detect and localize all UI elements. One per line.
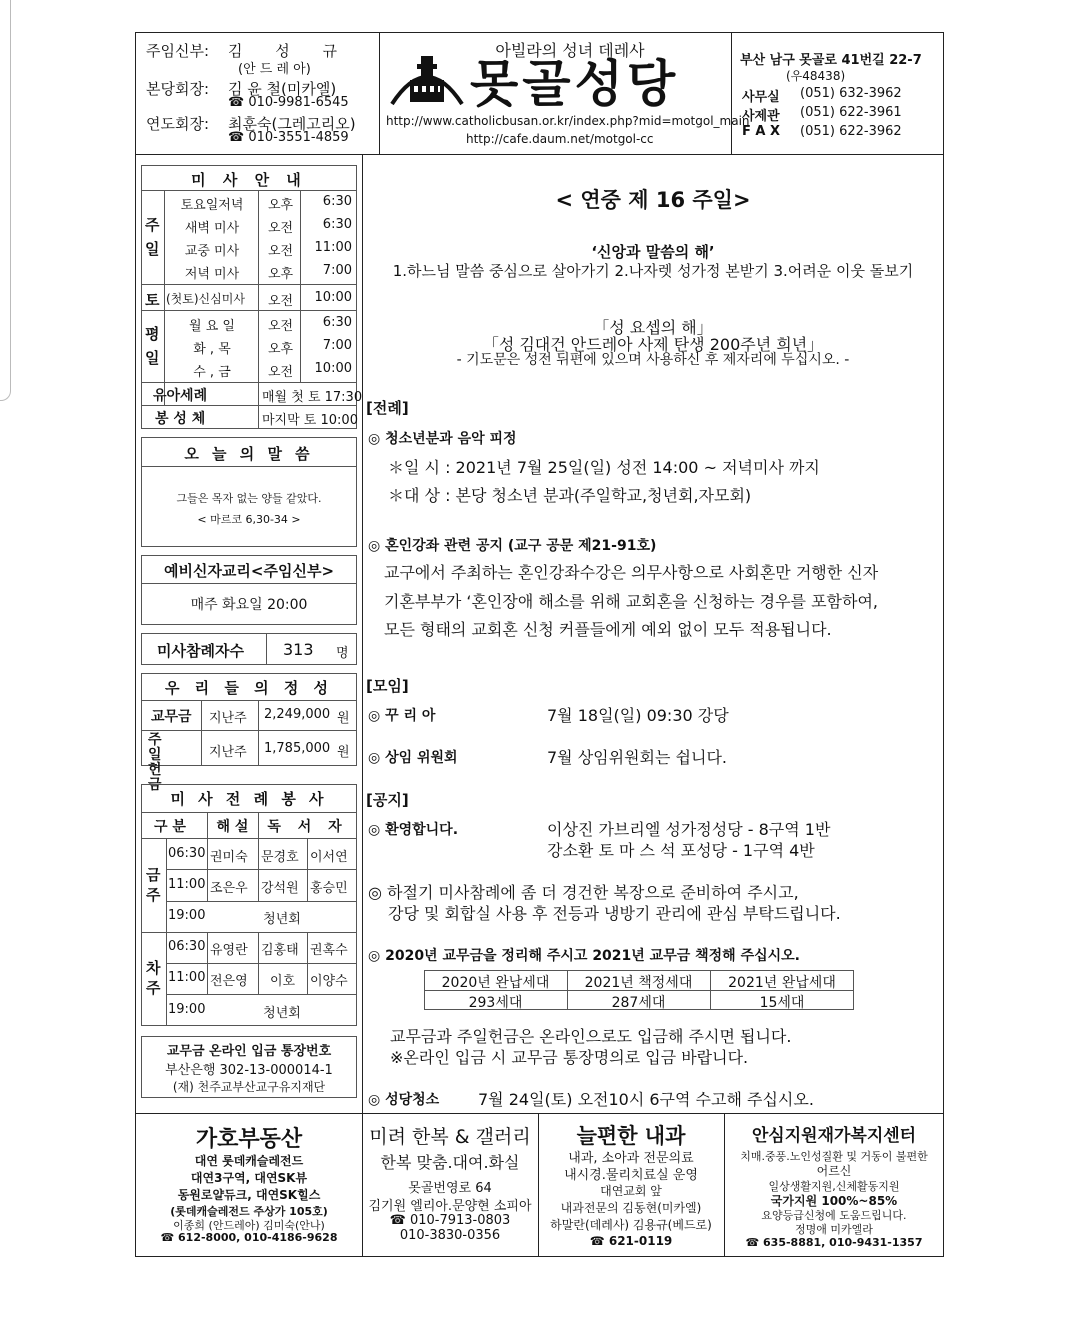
marriage-notice-line: 기혼부부가 ‘혼인장애 해소를 위해 교회혼을 신청하는 경우를 포함하여, (384, 592, 878, 611)
ad-line: 치매.중풍.노인성질환 및 거동이 불편한 (740, 1150, 928, 1163)
servers-rule-head (141, 838, 357, 839)
servers-rule-r2 (166, 901, 357, 902)
mass-ampm: 오후 (268, 198, 294, 213)
ad-phone: ☎ 635-8881, 010-9431-1357 (745, 1236, 923, 1249)
server-commentator: 전은영 (210, 974, 248, 989)
servers-col1c (207, 932, 208, 994)
ad-line: 못골번영로 64 (408, 1181, 492, 1196)
server-time: 11:00 (168, 970, 206, 985)
ad-line: 대연교회 앞 (600, 1184, 662, 1198)
infant-baptism-label: 유아세례 (153, 388, 208, 404)
mass-guide-title: 미 사 안 내 (191, 171, 307, 189)
section-notice: [공지] (366, 791, 409, 809)
server-time: 11:00 (168, 877, 206, 892)
ad-phone: 010-3830-0356 (399, 1228, 501, 1243)
footer-divider (135, 1113, 944, 1114)
ad-line: 요양등급신청에 도움드립니다. (761, 1209, 907, 1222)
this-week-label: 금주 (146, 866, 161, 904)
attendance-count: 313 (283, 640, 314, 659)
assoc-phone: ☎ 010-3551-4859 (228, 130, 349, 145)
infant-baptism-time: 매월 첫 토 17:30 (262, 390, 363, 405)
youth-retreat-date: ＊일 시 : 2021년 7월 25일(일) 성전 14:00 ~ 저녁미사 까지 (388, 458, 820, 477)
offering-unit: 원 (337, 745, 350, 760)
dues-title[interactable]: ◎ 2020년 교무금을 정리해 주시고 2021년 교무금 책정해 주십시오. (368, 948, 800, 964)
ad-title: 미려 한복 & 갤러리 (369, 1126, 531, 1148)
mass-name: 교중 미사 (184, 244, 240, 259)
rectory-label: 사제관 (742, 109, 780, 124)
offering-week: 지난주 (209, 745, 247, 760)
fax-label: F A X (742, 124, 781, 139)
youth-retreat-title[interactable]: ◎ 청소년분과 음악 피정 (368, 431, 517, 447)
kim-daegeon-year: 「성 김대건 안드레아 사제 탄생 200주년 희년」 (482, 335, 824, 354)
ad-phone: ☎ 010-7913-0803 (389, 1213, 511, 1228)
header-right-divider (731, 32, 732, 154)
standing-committee-text: 7월 상임위원회는 쉽니다. (547, 748, 727, 767)
today-word-ref: < 마르코 6,30-34 > (197, 513, 301, 526)
ad-line: (롯데캐슬레전드 주상가 105호) (170, 1205, 328, 1218)
mass-name: 수 , 금 (193, 365, 231, 380)
offerings-rule1 (141, 700, 357, 701)
catechumen-title: 예비신자교리<주임신부> (163, 562, 335, 580)
mg-rule-sat (141, 310, 357, 311)
ad-line: 어르신 (816, 1164, 852, 1178)
ad-line: 일상생활지원,신체활동지원 (768, 1180, 900, 1193)
offerings-col1 (201, 700, 202, 766)
ad-line: 대연3구역, 대연SK뷰 (190, 1171, 308, 1185)
offering-label: 주 일 헌 금 (148, 732, 168, 793)
offerings-col2 (258, 700, 259, 766)
servers-title: 미 사 전 례 봉 사 (170, 790, 328, 808)
church-logo (388, 46, 466, 106)
cleaning-label: ◎ 성당청소 (368, 1092, 440, 1108)
dues-header: 2020년 완납세대 (441, 975, 550, 991)
section-meeting: [모임] (366, 677, 409, 695)
server-time: 06:30 (168, 846, 206, 861)
servers-header: 해 설 (216, 819, 249, 835)
prayer-note: - 기도문은 성전 뒤편에 있으며 사용하신 후 제자리에 두십시오. - (456, 352, 850, 368)
patron-saint: 아빌라의 성녀 데레사 (495, 41, 645, 60)
welcome-member: 강소환 토 마 스 석 포성당 - 1구역 4반 (547, 841, 815, 860)
youth-retreat-target: ＊대 상 : 본당 청소년 분과(주일학교,청년회,자모회) (388, 486, 752, 505)
anointing-time: 마지막 토 10:00 (262, 413, 358, 428)
mass-time: 7:00 (322, 338, 352, 353)
server-commentator: 권미숙 (210, 850, 248, 865)
mass-guide-rule (141, 190, 357, 191)
header-divider (135, 154, 944, 155)
first-sat-ampm: 오전 (268, 294, 294, 309)
summer-notice-line: 강당 및 회합실 사용 후 전등과 냉방기 관리에 관심 부탁드립니다. (388, 904, 841, 923)
offerings-title: 우 리 들 의 정 성 (164, 679, 334, 697)
fax-phone: (051) 622-3962 (800, 124, 902, 139)
servers-rule-r5 (166, 994, 357, 995)
servers-header: 독 서 자 (267, 819, 348, 835)
mass-name: 월 요 일 (189, 319, 235, 334)
server-reader: 강석원 (261, 881, 299, 896)
today-word-text: 그들은 목자 없는 양들 같았다. (176, 492, 322, 505)
bank-holder: (재) 천주교부산교구유지재단 (172, 1080, 326, 1094)
ad-phone: ☎ 621-0119 (589, 1234, 673, 1248)
weekday-label: 평일 (145, 325, 160, 367)
offerings-rule2 (141, 730, 357, 731)
offering-week: 지난주 (209, 711, 247, 726)
mass-name: 화 , 목 (193, 342, 231, 357)
year-theme: ‘신앙과 말씀의 해’ (591, 243, 715, 261)
offering-amount: 2,249,000 (264, 707, 331, 722)
bank-title: 교무금 온라인 입금 통장번호 (166, 1044, 332, 1059)
mass-ampm: 오전 (268, 221, 294, 236)
header-left-divider (379, 32, 380, 154)
assoc-name: 최훈숙(그레고리오) (228, 115, 356, 133)
server-reader: 이서연 (310, 850, 348, 865)
screen-edge (0, 0, 11, 401)
assoc-label: 연도회장: (146, 115, 210, 133)
welcome-member: 이상진 가브리엘 성가정성당 - 8구역 1반 (547, 820, 831, 839)
server-reader: 이양수 (310, 974, 348, 989)
ad-line: 국가지원 100%~85% (770, 1194, 898, 1208)
mg-rule-sun (141, 284, 357, 285)
dues-online-note: 교무금과 주일헌금은 온라인으로도 입금해 주시면 됩니다. (390, 1027, 792, 1046)
pastoral-goals: 1.하느님 말씀 중심으로 살아가기 2.나자렛 성가정 본받기 3.어려운 이웃 돌보기 (392, 262, 914, 280)
servers-col3c (307, 932, 308, 994)
marriage-notice-title[interactable]: ◎ 혼인강좌 관련 공지 (교구 공문 제21-91호) (368, 538, 657, 554)
server-group: 청년회 (263, 912, 301, 927)
section-liturgy: [전례] (366, 399, 409, 417)
ad-line: 김기원 엘리아.문양현 소피아 (368, 1199, 532, 1214)
anointing-label: 봉 성 체 (155, 411, 206, 427)
chairman-phone: ☎ 010-9981-6545 (228, 95, 349, 110)
pastor-baptismal-name: (안 드 레 아) (238, 62, 311, 77)
server-time: 19:00 (168, 908, 206, 923)
first-sat-time: 10:00 (314, 290, 352, 305)
ad-line: 정명애 미카엘라 (795, 1223, 873, 1236)
church-name: 못골성당 (470, 55, 680, 113)
attendance-label: 미사참례자수 (157, 642, 244, 660)
curia-text: 7월 18일(일) 09:30 강당 (547, 706, 729, 725)
zip-code: (우48438) (786, 69, 846, 83)
welcome-label: ◎ 환영합니다. (368, 822, 459, 838)
ad-line: 이종희 (안드레아) 김미숙(안나) (173, 1219, 325, 1232)
ad-line: 내시경.물리치료실 운영 (564, 1168, 698, 1183)
offering-unit: 원 (337, 711, 350, 726)
ad-line: 대연 롯데캐슬레전드 (194, 1154, 304, 1168)
pastor-label: 주임신부: (146, 42, 210, 60)
ad-title: 늘편한 내과 (576, 1124, 686, 1148)
servers-rule-r1 (166, 869, 357, 870)
mg-rule-week (141, 382, 357, 383)
server-time: 19:00 (168, 1002, 206, 1017)
address: 부산 남구 못골로 41번길 22-7 (740, 53, 922, 68)
mass-name: 토요일저녁 (180, 198, 244, 213)
mass-time: 6:30 (322, 194, 352, 209)
joseph-year: 「성 요셉의 해」 (593, 318, 713, 337)
server-group: 청년회 (263, 1006, 301, 1021)
mass-ampm: 오전 (268, 244, 294, 259)
ad-line: 내과, 소아과 전문의료 (568, 1151, 694, 1166)
rectory-phone: (051) 622-3961 (800, 105, 902, 120)
mass-time: 11:00 (314, 240, 352, 255)
standing-committee-label: ◎ 상임 위원회 (368, 750, 458, 766)
catechumen-rule (141, 583, 357, 584)
server-reader: 이호 (269, 974, 296, 989)
ad-line: 동원로얄듀크, 대연SK힐스 (177, 1188, 321, 1202)
servers-col1b (207, 838, 208, 901)
dues-header: 2021년 완납세대 (728, 975, 836, 991)
dues-value: 287세대 (611, 995, 666, 1011)
dues-online-warning: ※온라인 입금 시 교무금 통장명의로 입금 바랍니다. (390, 1048, 749, 1067)
server-reader: 문경호 (261, 850, 299, 865)
cleaning-text: 7월 24일(토) 오전10시 6구역 수고해 주십시오. (478, 1090, 814, 1109)
mass-ampm: 오전 (268, 365, 294, 380)
server-reader: 권혹수 (310, 943, 348, 958)
mass-ampm: 오후 (268, 267, 294, 282)
today-word-rule (141, 466, 357, 467)
mass-time: 7:00 (322, 263, 352, 278)
chairman-label: 본당회장: (146, 80, 210, 98)
ad-title: 안심지원재가복지센터 (751, 1126, 917, 1146)
website-url[interactable]: http://www.catholicbusan.or.kr/index.php?mid=motgol_main (386, 114, 750, 128)
servers-rule-title (141, 812, 357, 813)
mass-name: 새벽 미사 (184, 221, 240, 236)
marriage-notice-line: 모든 형태의 교회혼 신청 커플들에게 예외 없이 모두 적용됩니다. (384, 620, 832, 639)
pastor-name: 김 성 규 (228, 42, 352, 60)
mass-ampm: 오후 (268, 342, 294, 357)
ad-line: 한복 맞춤.대여.화실 (380, 1153, 520, 1172)
summer-notice-line: ◎ 하절기 미사참례에 좀 더 경건한 복장으로 준비하여 주시고, (368, 883, 799, 902)
mass-name: 저녁 미사 (184, 267, 240, 282)
servers-col0 (166, 838, 167, 1026)
mass-time: 6:30 (322, 217, 352, 232)
chairman-name: 김 윤 철(미카엘) (228, 80, 337, 98)
servers-rule-r4 (166, 963, 357, 964)
dues-value: 15세대 (759, 995, 805, 1011)
office-phone: (051) 632-3962 (800, 86, 902, 101)
dues-value: 293세대 (468, 995, 523, 1011)
bank-account: 부산은행 302-13-000014-1 (165, 1063, 333, 1078)
mass-ampm: 오전 (268, 319, 294, 334)
servers-col3 (307, 838, 308, 901)
attendance-divider (266, 633, 267, 665)
attendance-unit: 명 (336, 646, 349, 661)
server-commentator: 조은우 (210, 881, 248, 896)
mg-rule-infant (141, 405, 357, 406)
today-word-title: 오 늘 의 말 씀 (184, 445, 314, 463)
server-reader: 김홍태 (261, 943, 299, 958)
saturday-label: 토 (145, 291, 160, 309)
ad-title: 가호부동산 (195, 1127, 303, 1152)
ad-line: 내과전문의 김동현(미카엘) (560, 1201, 702, 1215)
servers-rule-week (141, 932, 357, 933)
dues-header: 2021년 책정세대 (584, 975, 693, 991)
server-reader: 홍승민 (310, 881, 348, 896)
server-commentator: 유영란 (210, 943, 248, 958)
ad-line: 하말란(데레사) 김용규(베드로) (550, 1218, 712, 1232)
curia-label: ◎ 꾸 리 아 (368, 708, 436, 724)
cafe-url[interactable]: http://cafe.daum.net/motgol-cc (466, 132, 654, 146)
mg-col1 (164, 190, 165, 405)
server-time: 06:30 (168, 939, 206, 954)
servers-header: 구 분 (154, 819, 186, 835)
catechumen-time: 매주 화요일 20:00 (190, 597, 308, 613)
offering-amount: 1,785,000 (264, 741, 331, 756)
marriage-notice-line: 교구에서 주최하는 혼인강좌수강은 의무사항으로 사회혼만 거행한 신자 (384, 563, 879, 582)
offering-label: 교무금 (151, 709, 192, 725)
first-sat-mass-name: (첫토)신심미사 (166, 292, 245, 306)
sunday-label: 주일 (145, 216, 160, 258)
sunday-title: < 연중 제 16 주일> (555, 188, 751, 212)
mass-time: 6:30 (322, 315, 352, 330)
ad-phone: ☎ 612-8000, 010-4186-9628 (160, 1231, 338, 1244)
next-week-label: 차주 (146, 959, 161, 997)
mass-time: 10:00 (314, 361, 352, 376)
office-label: 사무실 (742, 90, 780, 105)
